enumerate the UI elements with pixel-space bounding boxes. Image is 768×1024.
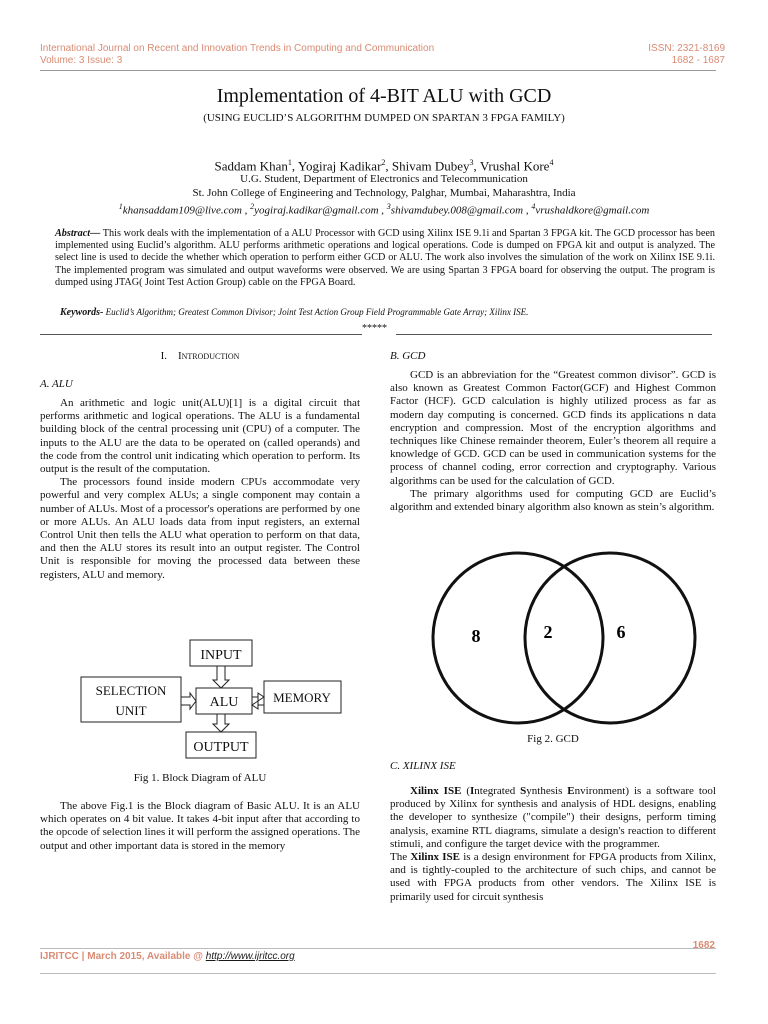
xilinx-paragraph-1: Xilinx ISE (Integrated Synthesis Environment) is a software tool produced by Xilinx for synthesis and analysis of HDL designs, enabling the developer to synthesize ("compile") their designs, perform timing analysis, examine RTL diagrams, simulate a design's reaction to different stimuli, and configure the target device with the programmer. <box>390 785 716 850</box>
footer-rule-bottom <box>40 973 716 974</box>
acronym-rest-i: ntegrated <box>474 785 521 797</box>
gcd-venn-diagram <box>430 546 700 732</box>
paper-subtitle: (USING EUCLID’S ALGORITHM DUMPED ON SPARTAN 3 FPGA FAMILY) <box>203 112 565 124</box>
email-sup: 2 <box>250 202 255 211</box>
email-sup: 4 <box>531 202 536 211</box>
input-arrow <box>213 666 229 688</box>
selection-label: SELECTION <box>95 683 167 698</box>
author-sup: 1 <box>287 158 292 167</box>
output-arrow <box>213 714 229 732</box>
footer-label: IJRITCC | March 2015, Available @ <box>40 951 206 962</box>
keywords-label: Keywords- <box>60 307 104 318</box>
author-sup: 4 <box>549 158 554 167</box>
journal-issn-block <box>648 43 725 67</box>
separator-stars: ***** <box>362 323 387 334</box>
input-label: INPUT <box>200 648 242 663</box>
email-link[interactable]: yogiraj.kadikar@gmail.com <box>254 204 379 217</box>
author-name: Vrushal Kore <box>479 158 550 174</box>
alu-block-diagram <box>78 636 364 762</box>
email-sup: 3 <box>386 202 391 211</box>
email-link[interactable]: vrushaldkore@gmail.com <box>535 204 650 217</box>
venn-middle-value: 2 <box>543 622 553 642</box>
affiliation-college: St. John College of Engineering and Technology, Palghar, Mumbai, Maharashtra, India <box>192 186 576 199</box>
author-name: Shivam Dubey <box>391 158 470 174</box>
gcd-paragraph-2: The primary algorithms used for computing GCD are Euclid’s algorithm and extended binary algorithm also known as stein’s algorithm. <box>390 487 716 514</box>
abstract-label: Abstract— <box>55 228 101 239</box>
section-title: Introduction <box>177 350 240 362</box>
subsection-heading-alu: A. ALU <box>40 378 73 390</box>
xilinx-ise-bold: Xilinx ISE <box>410 785 462 797</box>
separator-rule-left <box>40 334 362 335</box>
acronym-i: I <box>470 785 475 797</box>
memory-label: MEMORY <box>273 690 331 705</box>
section-number: I. <box>160 350 167 362</box>
xilinx-paragraph-2-text: is a design environment for FPGA products from Xilinx, and is tightly-coupled to the architecture of such chips, and cannot be used with FPGA products from other vendors. The Xilinx ISE is primarily used for circuit synthesis <box>390 851 716 903</box>
acronym-rest-s: ynthesis <box>526 785 568 797</box>
affiliation-dept: U.G. Student, Department of Electronics and Telecommunication <box>240 173 528 185</box>
venn-circle-left <box>433 553 603 723</box>
separator-rule-right <box>396 334 712 335</box>
paper-title: Implementation of 4-BIT ALU with GCD <box>216 85 552 107</box>
keywords <box>60 306 720 319</box>
venn-right-value: 6 <box>616 622 626 642</box>
alu-paragraph-1: An arithmetic and logic unit(ALU)[1] is a digital circuit that performs arithmetic and logical operations. The ALU is a fundamental building block of the central processing unit (CPU) of a computer. The inputs to the ALU are the data to be operated on (called operands) and the code from the control unit indicating which operation to perform. Its output is the result of the computation. <box>40 397 360 476</box>
author-name: Yogiraj Kadikar <box>297 158 382 174</box>
journal-volume: Volume: 3 Issue: 3 <box>40 55 123 66</box>
journal-name: International Journal on Recent and Innovation Trends in Computing and Communication <box>40 43 435 54</box>
affiliation <box>0 173 768 218</box>
author-list: Saddam Khan$^1$, Yogiraj Kadikar$^2$, Shivam Dubey$^3$, Vrushal Kore$^4$ <box>214 158 554 174</box>
xilinx-p2-bold: Xilinx ISE <box>410 851 461 864</box>
gcd-paragraph-1: GCD is an abbreviation for the “Greatest common divisor”. GCD is also known as Greatest Common Factor(GCF) and Highest Common Factor (HCF). GCD calculation is highly utilized process as far as modern day computing is concerned. GCD finds its applications n data encryption and compression. Most of the encryption algorithms and techniques like Chinese remainder theorem, Euler’s theorem all require a knowledge of GCD. GCD can be used in communication systems for the process of channel coding, error correction and cryptography. Various algorithms can be used for the calculation of GCD. <box>390 369 716 487</box>
email-sup: 1 <box>118 202 123 211</box>
alu-label: ALU <box>209 695 239 710</box>
journal-pages: 1682 - 1687 <box>671 55 725 66</box>
alu-paragraph-2: The processors found inside modern CPUs accommodate very powerful and very complex ALUs; a single component may contain a number of ALUs. Most of a processor's operations are performed by one or more ALUs. An ALU loads data from input registers, an external Control Unit then tells the ALU what operation to perform on that data, and then the ALU stores its result into an output register. The Control Unit is responsible for moving the processed data between these registers, ALU and memory. <box>40 476 360 581</box>
venn-left-value: 8 <box>471 626 481 646</box>
fig2-caption: Fig 2. GCD <box>527 733 579 745</box>
footer-rule-top <box>40 948 716 949</box>
subsection-heading-xilinx: C. XILINX ISE <box>390 760 456 772</box>
email-link[interactable]: shivamdubey.008@gmail.com <box>390 204 524 217</box>
output-label: OUTPUT <box>193 740 249 755</box>
gcd-text-block <box>390 369 716 514</box>
memory-arrow-right <box>252 693 264 701</box>
alu-text-block <box>40 397 360 582</box>
fig1-description <box>40 800 360 853</box>
keywords-text: Euclid’s Algorithm; Greatest Common Divisor; Joint Test Action Group Field Programmable Gate Array; Xilinx ISE. <box>103 307 529 317</box>
xilinx-paragraph-2 <box>390 851 716 904</box>
section-heading-introduction <box>40 350 360 363</box>
abstract-text: This work deals with the implementation of a ALU Processor with GCD using Xilinx ISE 9.1i and Spartan 3 FPGA kit. The GCD processor has been implemented using Euclid’s algorithm. ALU performs arithmetic operations and logical operations. Code is dumped on FPGA kit and output is analyzed. The select line is used to decide the whether which operation to perform either GCD or ALU. The work also involves the simulation of the work on Xilinx ISE 9.1i. The implemented program was simulated and output waveforms were observed. We are using Spartan 3 FPGA board for observing the output. The program is dumped using JTAG( Joint Test Action Group) cable on the FPGA Board. <box>55 228 715 288</box>
abstract <box>55 228 715 289</box>
footer-text <box>40 951 295 962</box>
header-rule <box>40 70 716 71</box>
page-number-top: 1682 <box>692 940 715 951</box>
email-link[interactable]: khansaddam109@live.com <box>122 204 242 217</box>
author-sup: 2 <box>381 158 386 167</box>
xilinx-text-block <box>390 785 716 904</box>
acronym-e: E <box>567 785 575 797</box>
acronym-s: S <box>520 785 527 797</box>
footer-url-link[interactable]: http://www.ijritcc.org <box>205 951 295 962</box>
email-list: $^1$khansaddam109@live.com , $^2$yogiraj.kadikar@gmail.com , $^3$shivamdubey.008@gmail.com , $^4$vrushaldkore@gmail.com <box>118 202 650 217</box>
author-name: Saddam Khan <box>214 158 288 174</box>
journal-header <box>40 43 434 67</box>
subsection-heading-gcd: B. GCD <box>390 350 426 362</box>
journal-issn: ISSN: 2321-8169 <box>648 43 725 54</box>
fig1-paragraph: The above Fig.1 is the Block diagram of Basic ALU. It is an ALU which operates on 4 bit value. It takes 4-bit input after that according to the opcode of selection lines it will perform the assigned operations. The output and other important data is stored in the memory <box>40 800 360 852</box>
xilinx-p2-pre: The <box>390 851 411 864</box>
memory-arrow-left <box>252 701 264 709</box>
author-sup: 3 <box>469 158 474 167</box>
xilinx-paragraph-1-text: nvironment) is a software tool produced by Xilinx for synthesis and analysis of HDL designs, enabling the developer to synthesize ("compile") their designs, perform timing analysis, examine RTL diagrams, simulate a design's reaction to different stimuli, and configure the target device with the programmer. <box>390 785 716 850</box>
fig1-caption: Fig 1. Block Diagram of ALU <box>133 772 267 784</box>
selection-arrow <box>181 693 196 709</box>
unit-label: UNIT <box>115 703 147 718</box>
